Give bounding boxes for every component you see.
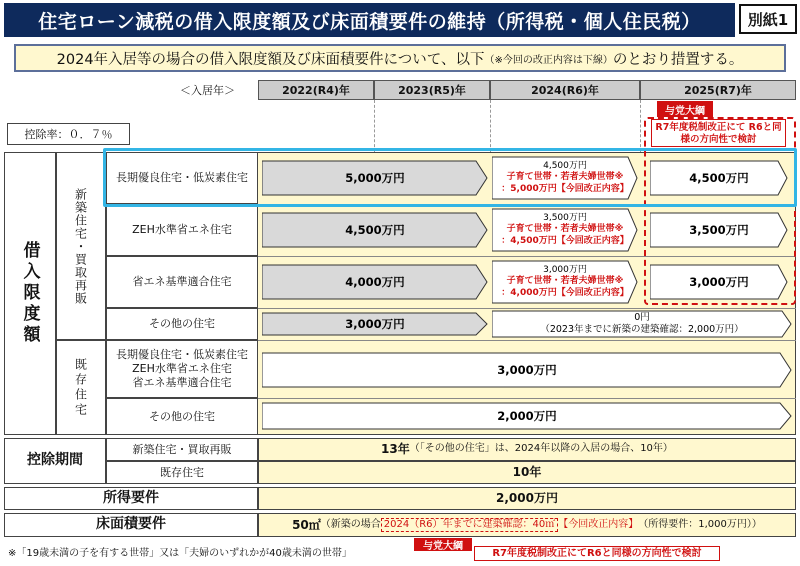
floor-value-cell [258, 513, 796, 537]
annex-label: 別紙1 [739, 4, 797, 34]
row-label-zeh: ZEH水準省エネ住宅 [106, 204, 258, 256]
row-label-existing-other: その他の住宅 [106, 398, 258, 435]
year-2023: 2023(R5)年 [374, 80, 490, 100]
value-r4r5-energy: 4,000万円 [345, 275, 405, 289]
highlight-frame [103, 148, 797, 207]
income-value: 2,000万円 [258, 487, 796, 510]
floor-income-req: （所得要件：1,000万円）） [638, 518, 762, 530]
r6-child-zeh: 子育て世帯・若者夫婦世帯※ [506, 224, 624, 235]
row-label-long-term: 長期優良住宅・低炭素住宅 [106, 152, 258, 204]
subheading-note: （※今回の改正内容は下線） [484, 54, 613, 66]
r6-child-amount-zeh: ：4,500万円【今回改正内容】 [501, 235, 629, 246]
subheading-main: 2024年入居等の場合の借入限度額及び床面積要件について、以下 [56, 51, 485, 68]
existing-label-2: ZEH水準省エネ住宅 [132, 362, 232, 376]
value-existing-other: 2,000万円 [497, 409, 557, 423]
value-r4r5-other: 3,000万円 [345, 317, 405, 331]
existing-group-label: 既存住宅 [56, 340, 106, 435]
r6-other-note: （2023年までに新築の建築確認：2,000万円） [540, 324, 744, 335]
r6-child-amount-long-term: ：5,000万円【今回改正内容】 [501, 183, 629, 194]
column-divider [640, 100, 641, 152]
year-2025: 2025(R7)年 [640, 80, 796, 100]
r7-note: R7年度税制改正にて R6と同様の方向性で検討 [651, 119, 786, 147]
row-label-other: その他の住宅 [106, 308, 258, 340]
bottom-note: R7年度税制改正にてR6と同様の方向性で検討 [474, 546, 720, 561]
income-title: 所得要件 [4, 487, 258, 510]
year-2022: 2022(R4)年 [258, 80, 374, 100]
arrow-r4r5-energy [262, 264, 488, 300]
row-label-existing-eco [106, 340, 258, 398]
floor-title: 床面積要件 [4, 513, 258, 537]
r6-child-amount-energy: ：4,000万円【今回改正内容】 [501, 287, 629, 298]
year-label: ＜入居年＞ [180, 84, 235, 97]
column-divider [374, 100, 375, 152]
arrow-r4r5-other [262, 312, 488, 336]
arrow-r6-other [492, 310, 792, 338]
new-group-label: 新築住宅・買取再販 [56, 152, 106, 340]
page-title: 住宅ローン減税の借入限度額及び床面積要件の維持（所得税・個人住民税） [4, 3, 735, 37]
r6-child-long-term: 子育て世帯・若者夫婦世帯※ [506, 172, 624, 183]
r6-base-long-term: 4,500万円 [543, 161, 587, 172]
value-r4r5-zeh: 4,500万円 [345, 223, 405, 237]
bottom-tag: 与党大綱 [414, 538, 472, 551]
row-divider [258, 340, 796, 341]
period-existing-value: 10年 [258, 461, 796, 484]
arrow-existing-eco [262, 352, 792, 388]
r6-other-zero: 0円 [634, 312, 650, 324]
column-divider [490, 100, 491, 152]
row-divider [258, 398, 796, 399]
value-existing-eco: 3,000万円 [497, 363, 557, 377]
period-new-label: 新築住宅・買取再販 [106, 438, 258, 461]
floor-box: 2024（R6）年までに建築確認：40㎡ [381, 518, 558, 533]
floor-value: 50㎡ [292, 517, 321, 532]
value-r7-zeh: 3,500万円 [689, 223, 749, 237]
value-r7-long-term: 4,500万円 [689, 171, 749, 185]
ruling-party-tag: 与党大綱 [657, 101, 713, 117]
year-2024: 2024(R6)年 [490, 80, 640, 100]
value-r7-energy: 3,000万円 [689, 275, 749, 289]
period-title: 控除期間 [4, 438, 106, 484]
r6-child-energy: 子育て世帯・若者夫婦世帯※ [506, 276, 624, 287]
arrow-r6-zeh [492, 208, 638, 252]
existing-label-3: 省エネ基準適合住宅 [132, 375, 232, 389]
existing-label-1: 長期優良住宅・低炭素住宅 [116, 348, 248, 362]
r7-frame [644, 117, 796, 305]
arrow-existing-other [262, 402, 792, 430]
row-divider [258, 308, 796, 309]
r6-base-zeh: 3,500万円 [543, 213, 587, 224]
row-label-energy: 省エネ基準適合住宅 [106, 256, 258, 308]
period-new-value: 13年 [381, 442, 410, 456]
subheading-end: のとおり措置する。 [612, 51, 744, 68]
floor-pre: （新築の場合 [320, 518, 381, 530]
deduction-rate: 控除率：０．７％ [7, 123, 130, 145]
footnote: ※「19歳未満の子を有する世帯」又は「夫婦のいずれかが40歳未満の世帯」 [8, 548, 352, 559]
limit-title: 借入限度額 [4, 152, 56, 435]
arrow-r6-energy [492, 260, 638, 304]
period-existing-label: 既存住宅 [106, 461, 258, 484]
r6-base-energy: 3,000万円 [543, 265, 587, 276]
floor-change: 【今回改正内容】 [558, 518, 639, 530]
value-r4r5-long-term: 5,000万円 [345, 171, 405, 185]
arrow-r4r5-zeh [262, 212, 488, 248]
subheading [14, 44, 786, 72]
period-new-note: （「その他の住宅」は、2024年以降の入居の場合、10年） [409, 443, 673, 455]
period-new-value-cell [258, 438, 796, 461]
